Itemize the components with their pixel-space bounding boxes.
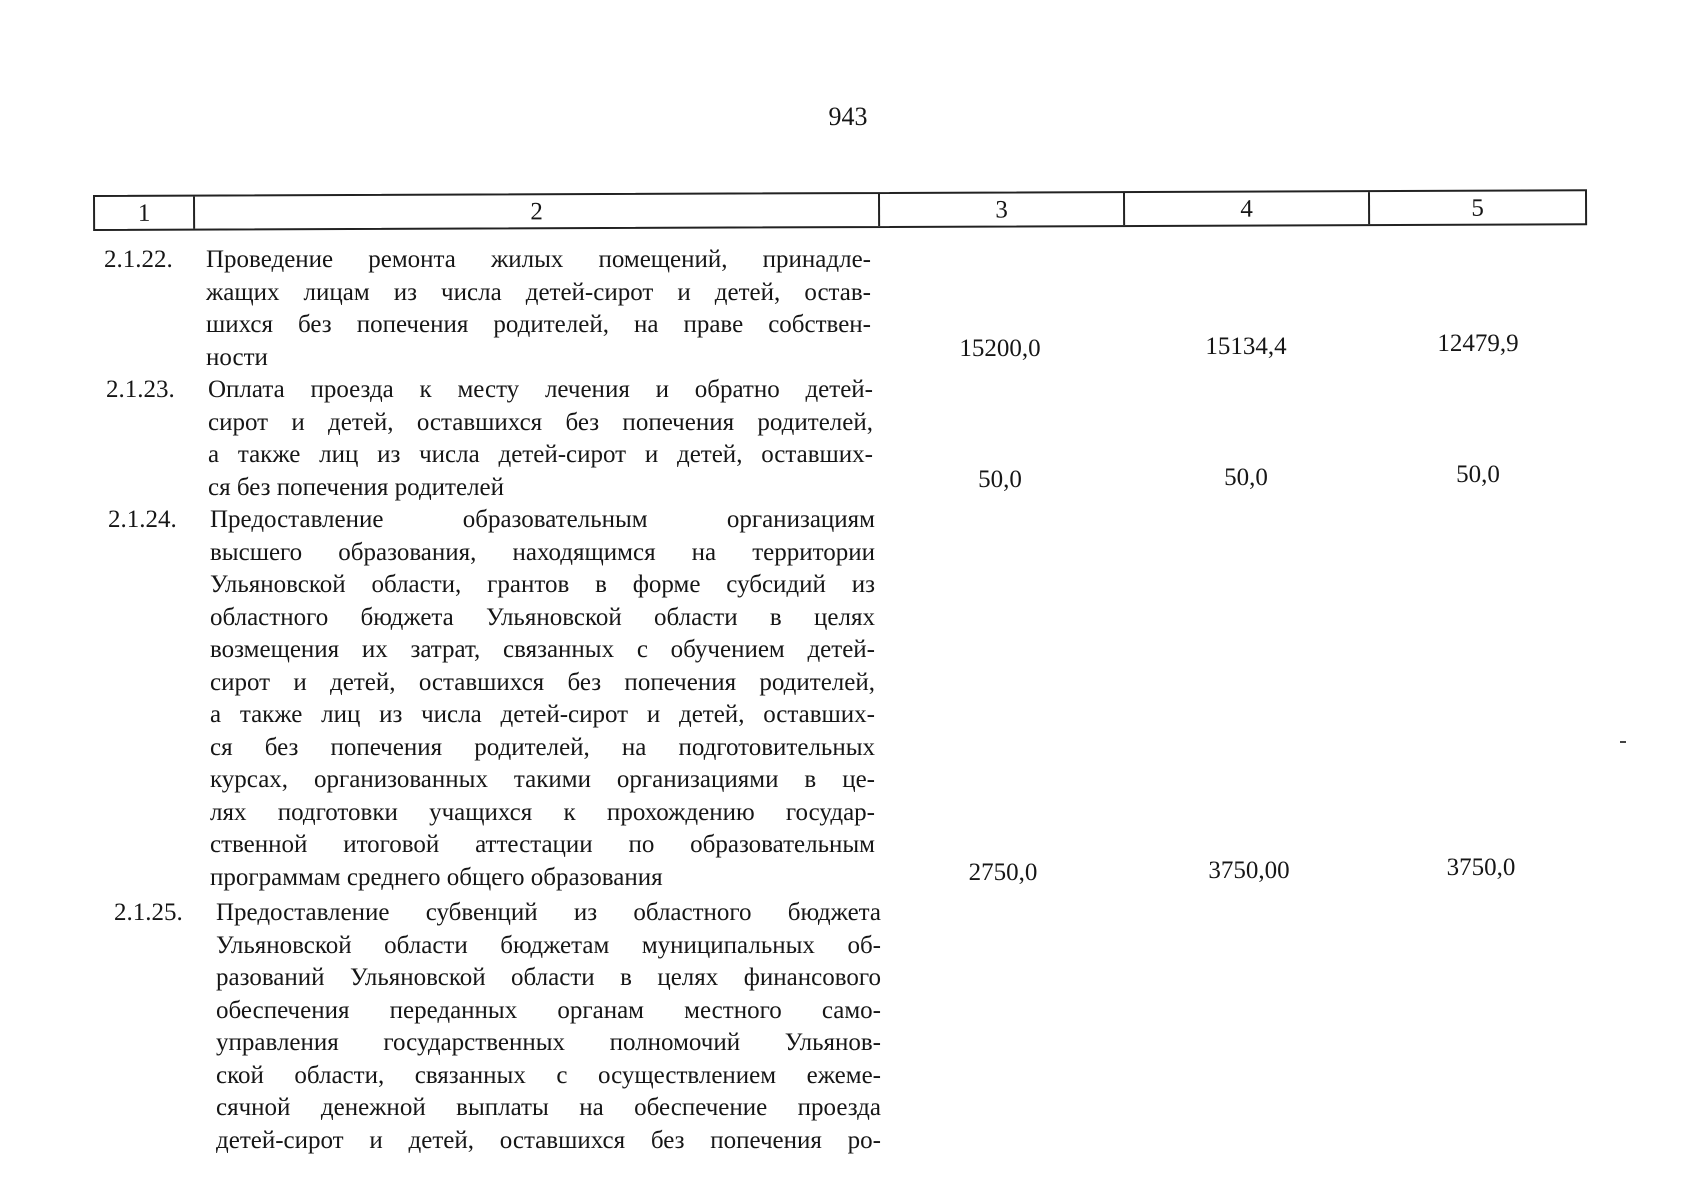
description-line: шихся без попечения родителей, на праве собствен- (206, 311, 871, 338)
description-line: разований Ульяновской области в целях финансового (216, 964, 881, 991)
description-line: областного бюджета Ульяновской области в целях (210, 603, 875, 631)
description-line: возмещения их затрат, связанных с обучением детей- (210, 636, 875, 663)
header-col-5: 5 (1471, 194, 1484, 222)
description-line: программам среднего общего образования (210, 863, 663, 891)
description-line: ственной итоговой аттестации по образовательным (210, 831, 875, 858)
description-line: Проведение ремонта жилых помещений, принадле- (206, 246, 871, 273)
page-number: 943 (828, 102, 868, 131)
value-col-4: 3750,00 (1208, 857, 1290, 884)
description-line: управления государственных полномочий Ульянов- (216, 1029, 881, 1056)
row-description (206, 244, 871, 374)
value-col-4: 15134,4 (1205, 333, 1287, 360)
description-line: сячной денежной выплаты на обеспечение проезда (216, 1094, 881, 1121)
row-number: 2.1.22. (104, 246, 173, 273)
description-line: детей-сирот и детей, оставшихся без попечения ро- (216, 1126, 881, 1154)
description-line: обеспечения переданных органам местного само- (216, 996, 881, 1024)
row-description (208, 374, 873, 504)
value-col-5: 50,0 (1456, 461, 1500, 488)
value-col-3: 2750,0 (968, 859, 1038, 886)
description-line: Ульяновской области бюджетам муниципальных об- (216, 931, 881, 959)
description-line: Предоставление образовательным организациям (210, 506, 875, 533)
header-col-1: 1 (95, 197, 195, 229)
description-line: курсах, организованных такими организациями в це- (210, 766, 875, 793)
row-number: 2.1.25. (114, 899, 183, 926)
description-line: сирот и детей, оставшихся без попечения родителей, (208, 408, 873, 436)
description-line: лях подготовки учащихся к прохождению государ- (210, 798, 875, 826)
value-col-3: 50,0 (978, 466, 1022, 493)
scan-mark (1620, 741, 1626, 743)
description-line: ся без попечения родителей, на подготовительных (210, 733, 875, 761)
description-line: а также лиц из числа детей-сирот и детей, оставших- (208, 441, 873, 468)
row-description (216, 897, 881, 1157)
header-col-4: 4 (1125, 192, 1370, 225)
header-col-3: 3 (880, 193, 1125, 226)
row-number: 2.1.23. (106, 376, 175, 403)
description-line: Оплата проезда к месту лечения и обратно детей- (208, 376, 873, 403)
header-col-2: 2 (195, 194, 880, 229)
description-line: высшего образования, находящимся на территории (210, 538, 875, 566)
row-description (210, 504, 875, 894)
row-number: 2.1.24. (108, 506, 177, 533)
description-line: жащих лицам из числа детей-сирот и детей, остав- (206, 278, 871, 306)
value-col-4: 50,0 (1224, 464, 1268, 491)
description-line: Ульяновской области, грантов в форме субсидий из (210, 571, 875, 598)
description-line: ской области, связанных с осуществлением ежеме- (216, 1061, 881, 1089)
value-col-5: 3750,0 (1446, 854, 1516, 881)
description-line: ся без попечения родителей (208, 473, 505, 501)
value-col-3: 15200,0 (959, 335, 1041, 362)
description-line: Предоставление субвенций из областного бюджета (216, 899, 881, 926)
description-line: ности (206, 343, 268, 371)
value-col-5: 12479,9 (1437, 330, 1519, 357)
description-line: сирот и детей, оставшихся без попечения родителей, (210, 668, 875, 696)
description-line: а также лиц из числа детей-сирот и детей, оставших- (210, 701, 875, 728)
table-header (93, 189, 1587, 231)
